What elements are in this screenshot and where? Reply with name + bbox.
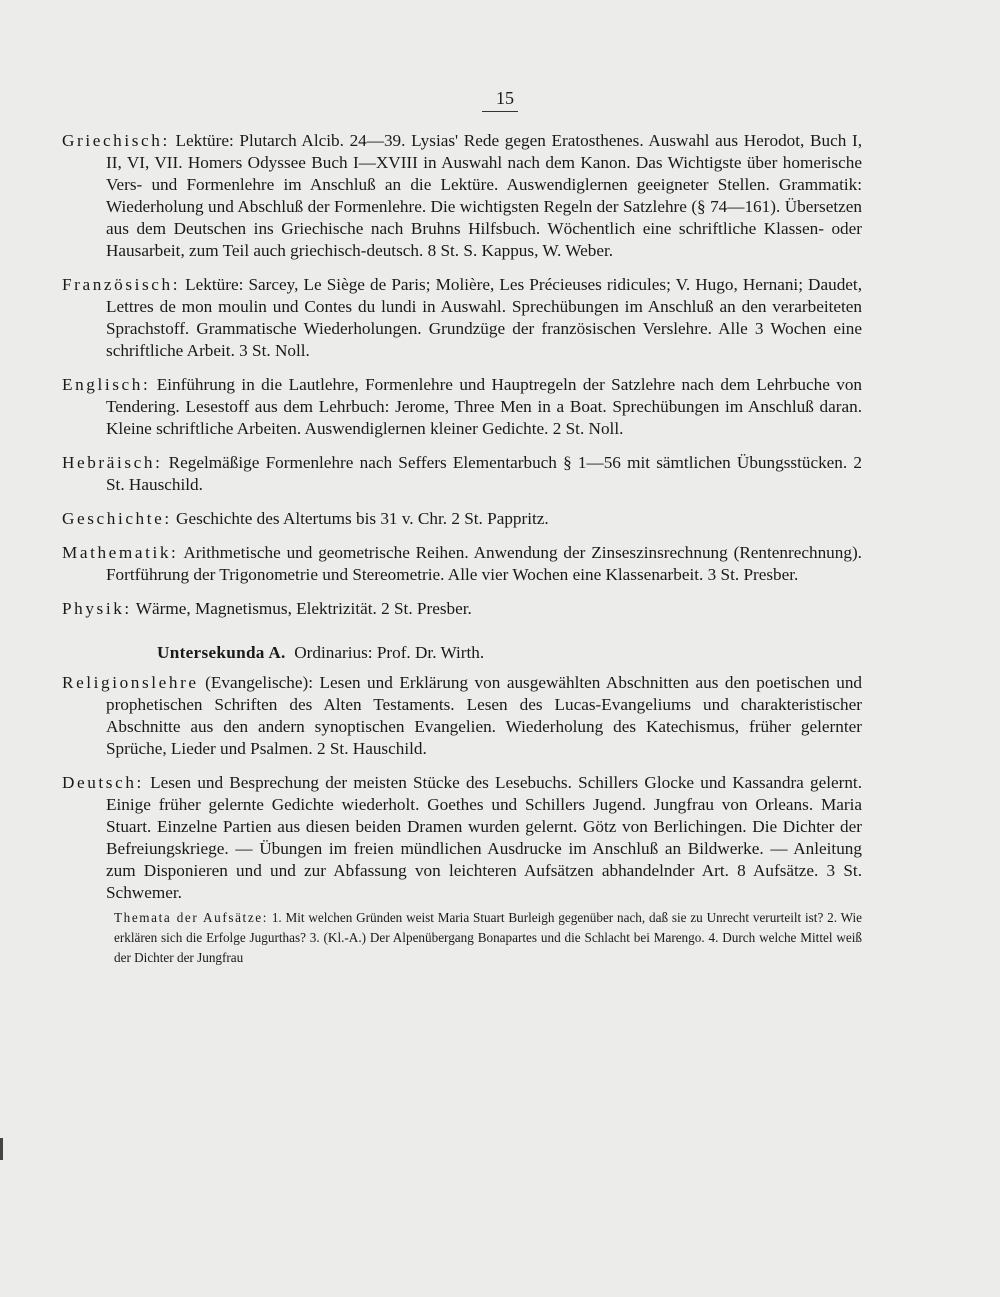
subject-label: Deutsch: <box>62 773 144 792</box>
subject-entry <box>62 130 862 262</box>
subject-label: Englisch: <box>62 375 151 394</box>
footnote <box>62 908 862 968</box>
subject-entry <box>62 274 862 362</box>
subject-text: Regelmäßige Formenlehre nach Seffers Elementarbuch § 1—56 mit sämtlichen Übungsstücken. 2 St. Hauschild. <box>106 453 862 494</box>
subject-entry <box>62 772 862 904</box>
section-title: Untersekunda A. <box>157 643 286 662</box>
subject-label: Mathematik: <box>62 543 179 562</box>
section-heading <box>62 642 862 664</box>
subject-text: (Evangelische): Lesen und Erklärung von ausgewählten Abschnitten aus den poetischen und prophetischen Schriften des Alten Testaments. Lesen des Lucas-Evangeliums und charakteristischer Abschnitte aus den andern synoptischen Evangelien. Wiederholung des Katechismus, früher gelernter Sprüche, Lieder und Psalmen. 2 St. Hauschild. <box>106 673 863 758</box>
page-edge-mark <box>0 1138 3 1160</box>
subject-text: Lektüre: Sarcey, Le Siège de Paris; Molière, Les Précieuses ridicules; V. Hugo, Hernani; Daudet, Lettres de mon moulin und Contes du lundi in Auswahl. Sprechübungen im Anschluß an den verarbeiteten Sprachstoff. Grammatische Wiederholungen. Grundzüge der französischen Verslehre. Alle 3 Wochen eine schriftliche Arbeit. 3 St. Noll. <box>106 275 862 360</box>
subject-label: Französisch: <box>62 275 181 294</box>
subject-text: Arithmetische und geometrische Reihen. Anwendung der Zinseszinsrechnung (Rentenrechnung). Fortführung der Trigonometrie und Stereometrie. Alle vier Wochen eine Klassenarbeit. 3 St. Presber. <box>106 543 862 584</box>
subject-entry <box>62 672 862 760</box>
subject-label: Religionslehre <box>62 673 199 692</box>
subject-label: Hebräisch: <box>62 453 163 472</box>
subject-text: Geschichte des Altertums bis 31 v. Chr. 2 St. Pappritz. <box>176 509 549 528</box>
subject-text: Lektüre: Plutarch Alcib. 24—39. Lysias' Rede gegen Eratosthenes. Auswahl aus Herodot, Buch I, II, VI, VII. Homers Odyssee Buch I—XVIII in Auswahl nach dem Kanon. Das Wichtigste über homerische Vers- und Formenlehre im Anschluß an die Lektüre. Auswendiglernen geeigneter Stellen. Grammatik: Wiederholung und Abschluß der Formenlehre. Die wichtigsten Regeln der Satzlehre (§ 74—161). Übersetzen aus dem Deutschen ins Griechische nach Bruhns Hilfsbuch. Wöchentlich eine schriftliche Klassen- oder Hausarbeit, zum Teil auch griechisch-deutsch. 8 St. S. Kappus, W. Weber. <box>106 131 862 260</box>
subject-entry <box>62 374 862 440</box>
subject-entry <box>62 598 862 620</box>
subject-text: Einführung in die Lautlehre, Formenlehre und Hauptregeln der Satzlehre nach dem Lehrbuche von Tendering. Lesestoff aus dem Lehrbuch: Jerome, Three Men in a Boat. Sprechübungen im Anschluß daran. Kleine schriftliche Arbeiten. Auswendiglernen kleiner Gedichte. 2 St. Noll. <box>106 375 863 438</box>
subject-label: Griechisch: <box>62 131 170 150</box>
subject-label: Physik: <box>62 599 132 618</box>
subject-text: Lesen und Besprechung der meisten Stücke des Lesebuchs. Schillers Glocke und Kassandra gelernt. Einige früher gelernte Gedichte wiederholt. Goethes und Schillers Jugend. Jungfrau von Orleans. Maria Stuart. Einzelne Partien aus diesen beiden Dramen wurden gelernt. Götz von Berlichingen. Die Dichter der Befreiungskriege. — Übungen im freien mündlichen Ausdrucke im Anschluß an Bildwerke. — Anleitung zum Disponieren und und zur Abfassung von leichteren Aufsätzen abhandelnder Art. 8 Aufsätze. 3 St. Schwemer. <box>106 773 862 902</box>
subject-label: Geschichte: <box>62 509 172 528</box>
section-ordinarius: Ordinarius: Prof. Dr. Wirth. <box>294 643 485 662</box>
subject-entry <box>62 452 862 496</box>
subject-entry <box>62 508 862 530</box>
footnote-text: 1. Mit welchen Gründen weist Maria Stuart Burleigh gegenüber nach, daß sie zu Unrecht verurteilt ist? 2. Wie erklären sich die Erfolge Jugurthas? 3. (Kl.-A.) Der Alpenübergang Bonapartes und die Schlacht bei Marengo. 4. Durch welche Mittel weiß der Dichter der Jungfrau <box>114 910 863 965</box>
footnote-label: Themata der Aufsätze: <box>114 910 268 925</box>
body-text <box>62 130 862 981</box>
subject-entry <box>62 542 862 586</box>
subject-text: Wärme, Magnetismus, Elektrizität. 2 St. Presber. <box>135 599 472 618</box>
page-number: 15 <box>0 88 1000 112</box>
